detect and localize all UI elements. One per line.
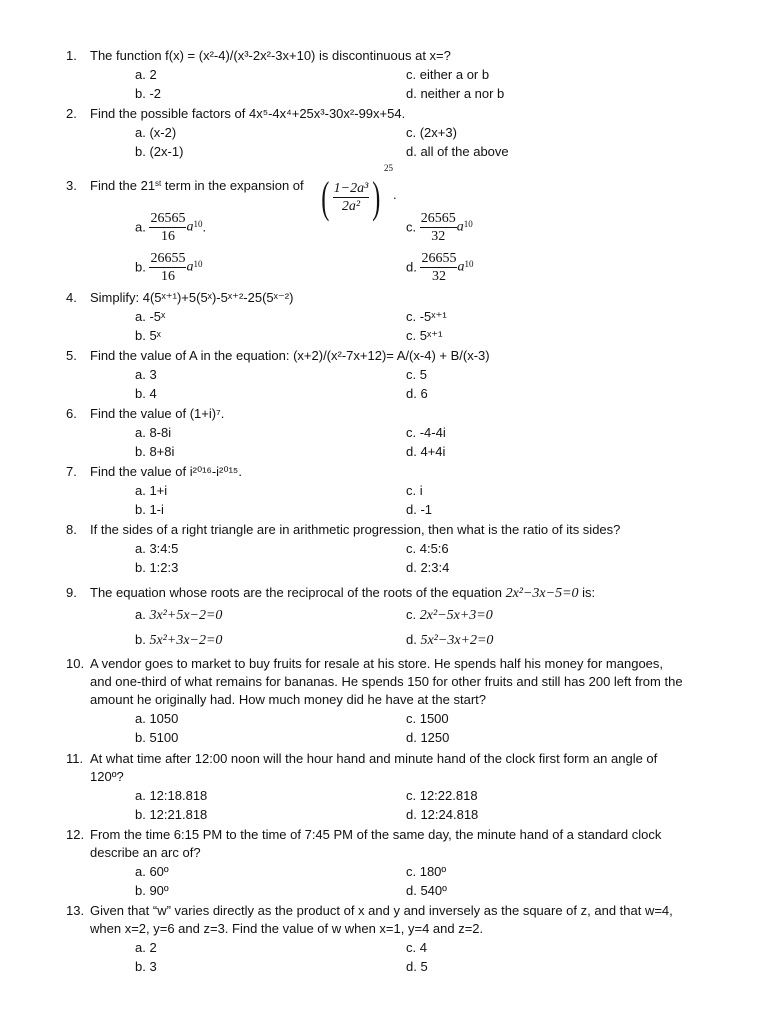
choice-equation: 5x²−3x+2=0 <box>420 633 494 648</box>
choice-label: d. <box>406 259 417 275</box>
question-text: Find the value of i²⁰¹⁶-i²⁰¹⁵. <box>90 464 242 479</box>
choice-fraction <box>149 250 186 285</box>
choice-a: a. 60º <box>135 864 169 879</box>
choice-equation: 3x²+5x−2=0 <box>149 608 223 623</box>
expression-denominator: 2a² <box>341 199 361 215</box>
choice-label: b. <box>135 632 146 647</box>
question-text <box>90 585 595 602</box>
question-text-line: describe an arc of? <box>90 845 201 860</box>
variable: a <box>186 259 194 275</box>
choice-b: b. 90º <box>135 883 169 898</box>
choice-a: a. 3:4:5 <box>135 541 179 556</box>
question-text-line: 120º? <box>90 769 124 784</box>
choice-c: c. i <box>406 483 423 498</box>
choice-c: c. (2x+3) <box>406 125 457 140</box>
choice-c: c. 4:5:6 <box>406 541 449 556</box>
exponent: 10 <box>463 218 473 229</box>
question-text-line: At what time after 12:00 noon will the hour hand and minute hand of the clock first form an angle of <box>90 751 658 766</box>
left-paren: ( <box>321 172 330 222</box>
choice-b: b. (2x-1) <box>135 144 184 159</box>
choice-d: d. 4+4i <box>406 444 446 459</box>
expression-fraction <box>333 180 370 215</box>
choice-d: d. all of the above <box>406 144 509 159</box>
fraction-numerator: 26565 <box>420 211 456 226</box>
question-text <box>90 178 304 194</box>
choice-a: a. 1050 <box>135 711 179 726</box>
choice-d: d. 540º <box>406 883 447 898</box>
question-text: Simplify: 4(5ˣ⁺¹)+5(5ˣ)-5ˣ⁺²-25(5ˣ⁻²) <box>90 290 294 305</box>
question-text-line: A vendor goes to market to buy fruits for resale at his store. He spends half his money for mangoes, <box>90 656 664 671</box>
question-text: Find the value of A in the equation: (x+2)/(x²-7x+12)= A/(x-4) + B/(x-3) <box>90 348 490 363</box>
variable: a <box>457 259 465 275</box>
choice-label: c. <box>406 219 417 235</box>
choice-c: c. 4 <box>406 940 427 955</box>
question-text-part: is: <box>582 585 596 600</box>
choice-c: c. -4-4i <box>406 425 446 440</box>
fraction-numerator: 26655 <box>421 251 457 266</box>
choice-label: b. <box>135 259 146 275</box>
question-number: 9. <box>66 585 77 600</box>
choice-b <box>135 632 222 649</box>
choice-b: b. 5100 <box>135 730 179 745</box>
choice-b: b. 4 <box>135 386 157 401</box>
right-paren: ) <box>372 172 381 222</box>
choice-d <box>406 632 493 649</box>
choice-fraction <box>420 250 457 285</box>
choice-d: d. neither a nor b <box>406 86 505 101</box>
choice-b: b. 5ˣ <box>135 328 161 343</box>
question-text-line: amount he originally had. How much money did he have at the start? <box>90 692 487 707</box>
choice-a <box>135 607 222 624</box>
question-text-line: From the time 6:15 PM to the time of 7:45 PM of the same day, the minute hand of a standard clock <box>90 827 662 842</box>
choice-a: a. 8-8i <box>135 425 172 440</box>
question-number: 12. <box>66 827 85 842</box>
fraction-denominator: 32 <box>431 269 446 284</box>
question-number: 4. <box>66 290 77 305</box>
question-text: Find the possible factors of 4x⁵-4x⁴+25x³-30x²-99x+54. <box>90 106 406 121</box>
question-text-line: when x=2, y=6 and z=3. Find the value of w when x=1, y=4 and z=2. <box>90 921 484 936</box>
choice-fraction <box>149 210 186 245</box>
choice-a: a. 2 <box>135 940 157 955</box>
question-number: 11. <box>66 751 84 766</box>
question-text-part: term in the expansion of <box>161 178 304 193</box>
question-number: 6. <box>66 406 77 421</box>
choice-equation: 2x²−5x+3=0 <box>419 608 493 623</box>
choice-a: a. -5ˣ <box>135 309 166 324</box>
question-text-part: Find the 21 <box>90 178 156 193</box>
question-text: If the sides of a right triangle are in arithmetic progression, then what is the ratio of its sides? <box>90 522 621 537</box>
fraction-numerator: 26565 <box>150 211 186 226</box>
choice-c: c. 5 <box>406 367 427 382</box>
choice-a: a. (x-2) <box>135 125 177 140</box>
equation: 2x²−3x−5=0 <box>505 586 579 601</box>
variable: a <box>456 219 464 235</box>
question-text: The function f(x) = (x²-4)/(x³-2x²-3x+10) is discontinuous at x=? <box>90 48 451 63</box>
choice-b <box>135 250 202 285</box>
choice-d: d. 1250 <box>406 730 450 745</box>
exponent: 10 <box>193 218 203 229</box>
question-number: 3. <box>66 178 77 193</box>
choice-b: b. 12:21.818 <box>135 807 208 822</box>
choice-fraction <box>420 210 457 245</box>
fraction-denominator: 16 <box>160 269 175 284</box>
question-text-line: Given that “w” varies directly as the product of x and y and inversely as the square of z, and that w=4, <box>90 903 673 918</box>
question-text-part: The equation whose roots are the reciprocal of the roots of the equation <box>90 585 502 600</box>
choice-c: c. either a or b <box>406 67 490 82</box>
exponent: 10 <box>193 258 203 269</box>
fraction-denominator: 32 <box>431 229 446 244</box>
choice-a: a. $\frac{26565}{16}$ $a^{10}$. <box>135 211 207 244</box>
choice-b: b. -2 <box>135 86 162 101</box>
choice-c: c. -5ˣ⁺¹ <box>406 309 447 324</box>
question-number: 13. <box>66 903 85 918</box>
choice-d: d. 6 <box>406 386 428 401</box>
choice-label: a. <box>135 219 146 235</box>
fraction-denominator: 16 <box>160 229 175 244</box>
choice-c <box>406 210 473 245</box>
variable: a <box>186 219 194 235</box>
choice-d <box>406 250 473 285</box>
choice-d: d. 12:24.818 <box>406 807 479 822</box>
choice-label: c. <box>406 607 417 622</box>
choice-d: d. -1 <box>406 502 433 517</box>
choice-d: c. 5ˣ⁺¹ <box>406 328 443 343</box>
binomial-expression: ( $\frac{\text{1−2a³}}{\text{2a²}}$ )$^{25}$. <box>321 163 397 222</box>
question-number: 10. <box>66 656 85 671</box>
fraction-numerator: 26655 <box>150 251 186 266</box>
choice-label: a. <box>135 607 146 622</box>
choice-c: c. 12:22.818 <box>406 788 478 803</box>
question-number: 2. <box>66 106 77 121</box>
question-number: 1. <box>66 48 77 63</box>
choice-b: b. 1:2:3 <box>135 560 179 575</box>
ordinal-suffix: st <box>155 179 162 188</box>
question-text: Find the value of (1+i)⁷. <box>90 406 225 421</box>
choice-a: a. 1+i <box>135 483 168 498</box>
choice-a: a. 12:18.818 <box>135 788 208 803</box>
choice-d: d. 2:3:4 <box>406 560 450 575</box>
exponent: 10 <box>464 258 474 269</box>
choice-b: b. 1-i <box>135 502 164 517</box>
expression-exponent: 25 <box>383 163 393 173</box>
choice-c <box>406 607 493 624</box>
choice-equation: 5x²+3x−2=0 <box>149 633 223 648</box>
choice-label: d. <box>406 632 417 647</box>
choice-d: d. 5 <box>406 959 428 974</box>
choice-a: a. 3 <box>135 367 157 382</box>
choice-a: a. 2 <box>135 67 157 82</box>
choice-c: c. 1500 <box>406 711 449 726</box>
question-number: 7. <box>66 464 77 479</box>
question-number: 5. <box>66 348 77 363</box>
choice-b: b. 8+8i <box>135 444 175 459</box>
choice-c: c. 180º <box>406 864 447 879</box>
expression-numerator: 1−2a³ <box>333 181 369 197</box>
question-text-line: and one-third of what remains for bananas. He spends 150 for other fruits and still has 200 left from the <box>90 674 683 689</box>
question-number: 8. <box>66 522 77 537</box>
choice-b: b. 3 <box>135 959 157 974</box>
